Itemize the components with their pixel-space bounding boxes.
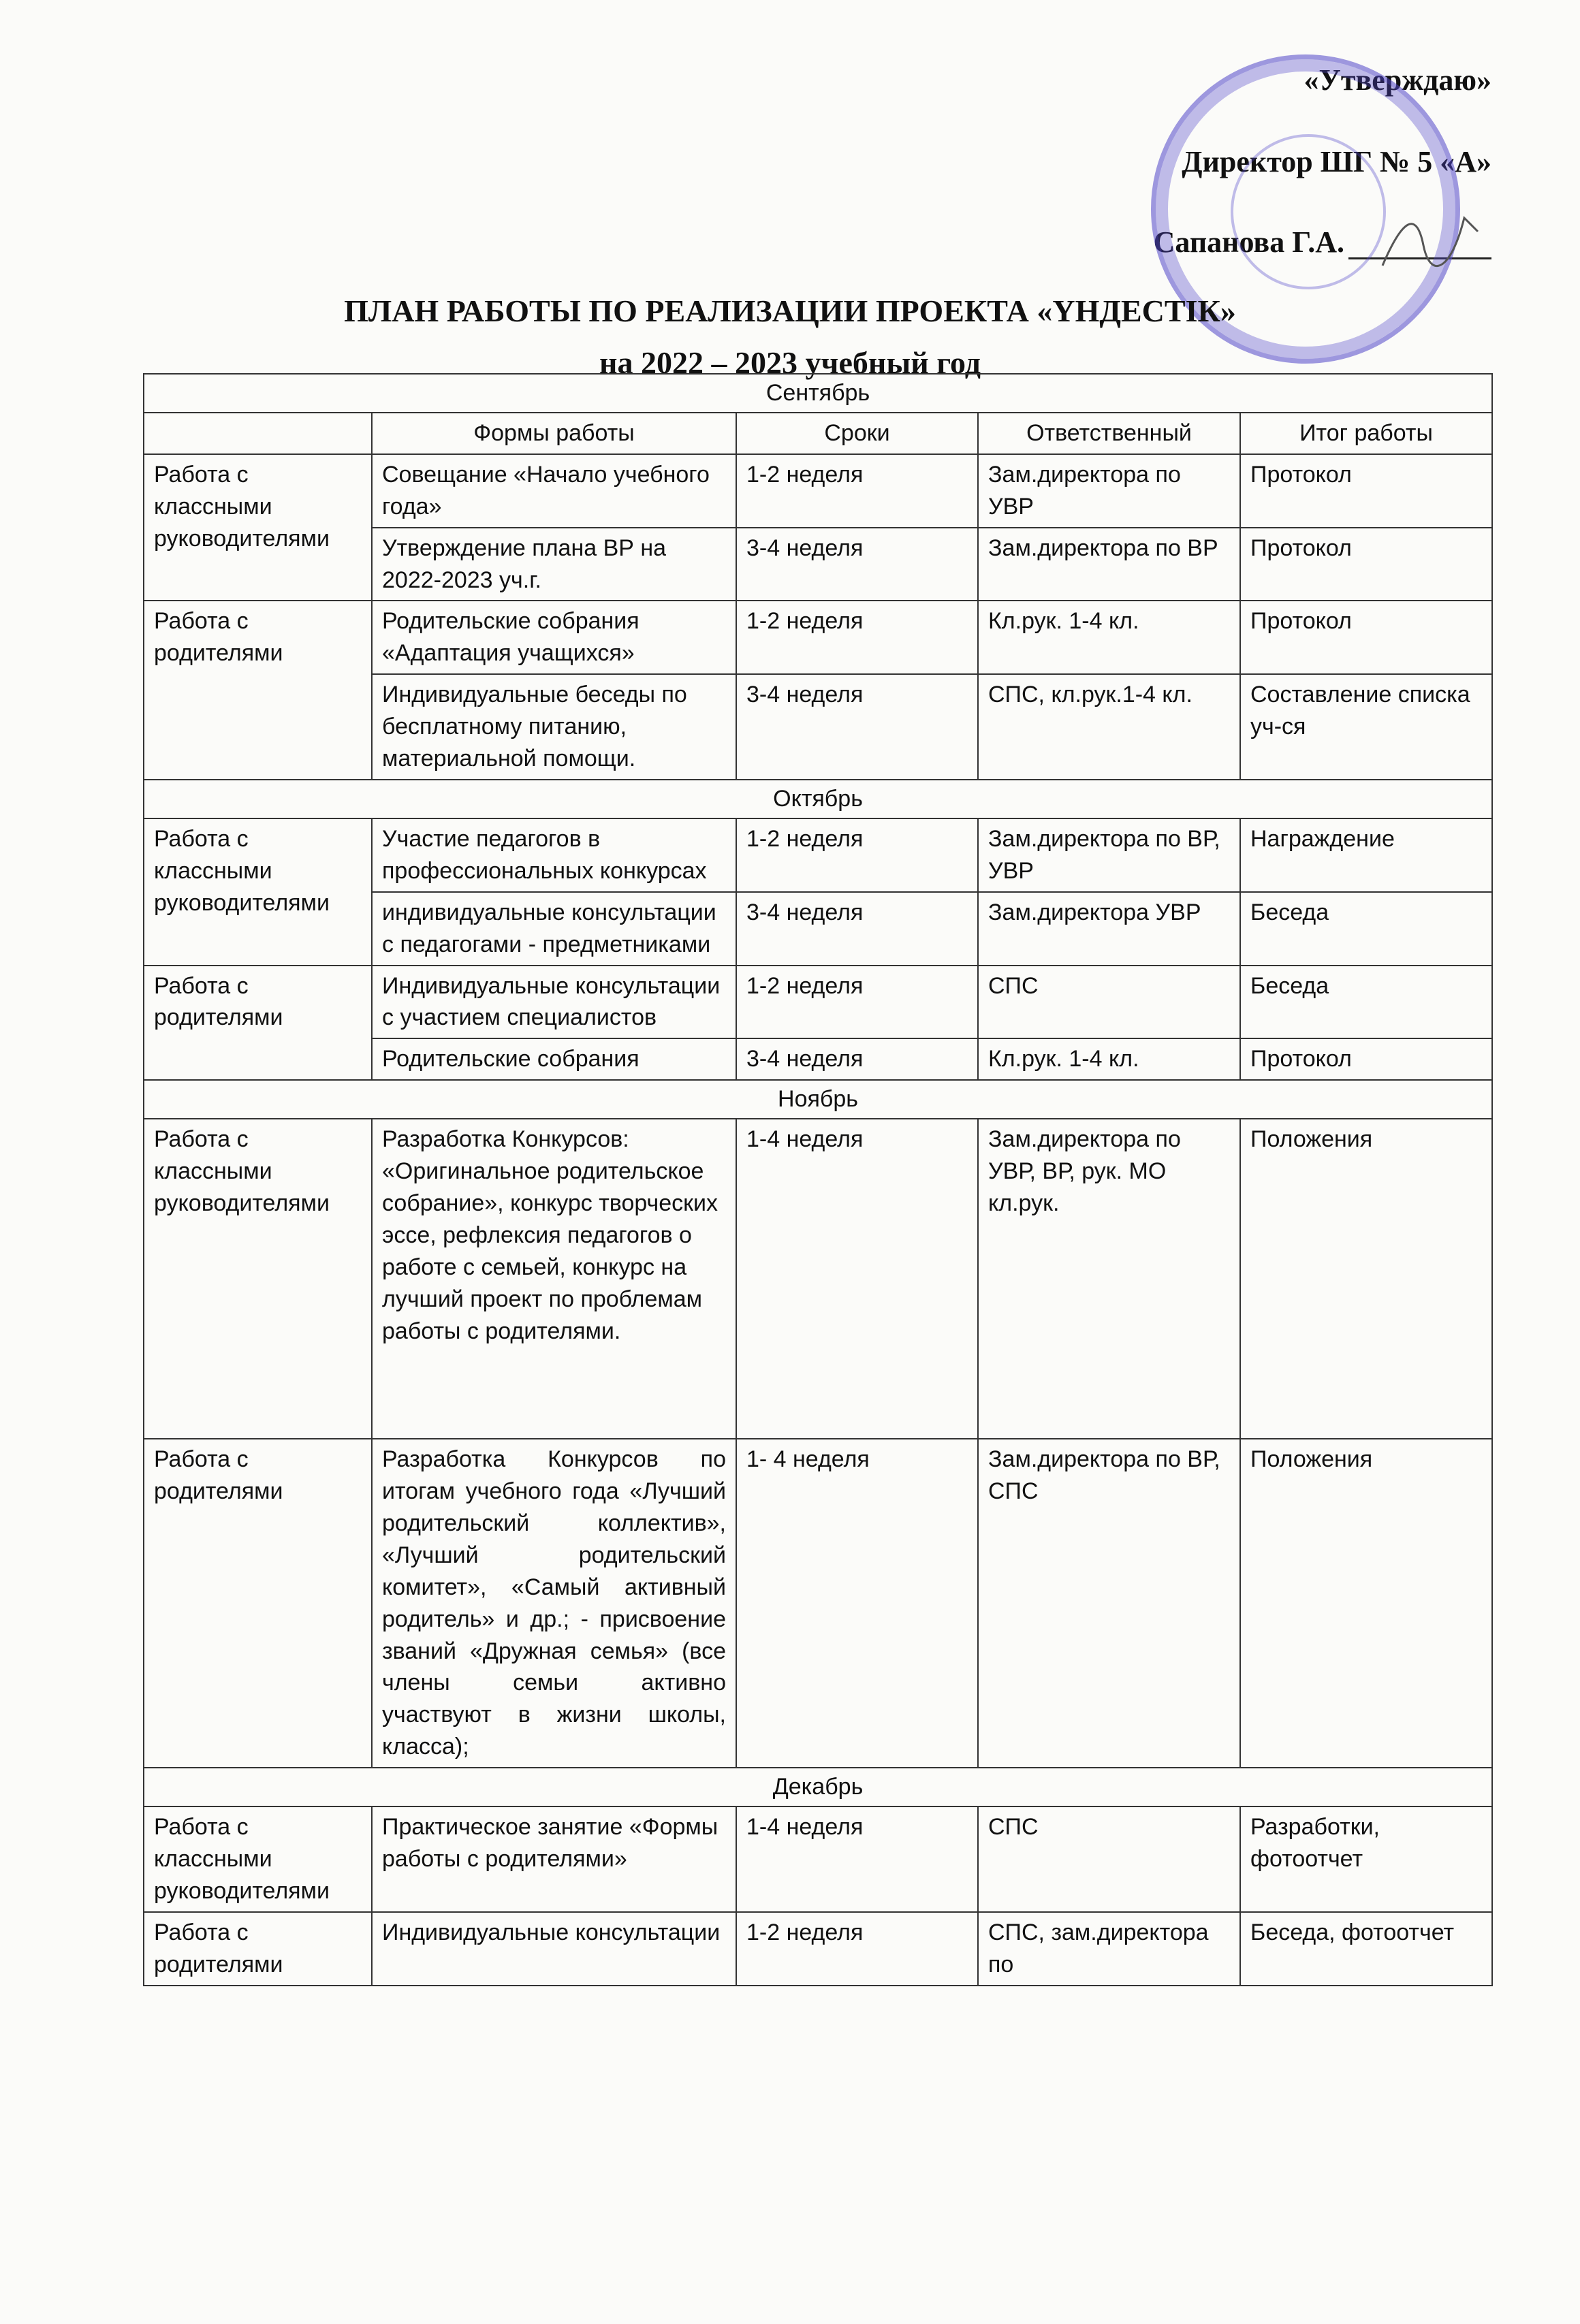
cell-term: 1-2 неделя <box>736 818 978 892</box>
group-cell: Работа с родителями <box>144 1439 372 1768</box>
cell-responsible: Зам.директора по ВР, СПС <box>978 1439 1240 1768</box>
header-cell: Итог работы <box>1240 413 1492 454</box>
cell-responsible: СПС, кл.рук.1-4 кл. <box>978 674 1240 780</box>
cell-responsible: Зам.директора по ВР <box>978 528 1240 601</box>
cell-form: Индивидуальные консультации с участием специалистов <box>372 966 736 1039</box>
cell-form: Практическое занятие «Формы работы с родителями» <box>372 1806 736 1912</box>
table-header-row <box>144 413 1492 454</box>
cell-form: Совещание «Начало учебного года» <box>372 454 736 528</box>
approval-line-2: Директор ШГ № 5 «А» <box>1182 145 1491 178</box>
cell-responsible: Зам.директора по ВР, УВР <box>978 818 1240 892</box>
cell-term: 1- 4 неделя <box>736 1439 978 1768</box>
cell-form: Разработка Конкурсов: «Оригинальное родительское собрание», конкурс творческих эссе, рефлексия педагогов о работе с семьей, конкурс на лучший проект по проблемам работы с родителями. <box>372 1119 736 1439</box>
group-cell: Работа с классными руководителями <box>144 1119 372 1439</box>
table-row <box>144 601 1492 674</box>
cell-responsible: СПС, зам.директора по <box>978 1912 1240 1986</box>
cell-term: 3-4 неделя <box>736 1038 978 1080</box>
header-cell: Сроки <box>736 413 978 454</box>
table-row <box>144 1806 1492 1912</box>
cell-result: Составление списка уч-ся <box>1240 674 1492 780</box>
signature-icon <box>1376 204 1485 279</box>
cell-term: 3-4 неделя <box>736 674 978 780</box>
cell-result: Положения <box>1240 1439 1492 1768</box>
cell-term: 3-4 неделя <box>736 528 978 601</box>
cell-responsible: Зам.директора по УВР <box>978 454 1240 528</box>
table-row <box>144 1912 1492 1986</box>
cell-form: индивидуальные консультации с педагогами - предметниками <box>372 892 736 966</box>
cell-result: Протокол <box>1240 528 1492 601</box>
cell-form: Разработка Конкурсов по итогам учебного года «Лучший родительский коллектив», «Лучший родительский комитет», «Самый активный родитель» и др.; - присвоение званий «Дружная семья» (все члены семьи активно участвуют в жизни школы, класса); <box>372 1439 736 1768</box>
group-cell: Работа с классными руководителями <box>144 454 372 601</box>
cell-responsible: Кл.рук. 1-4 кл. <box>978 601 1240 674</box>
cell-result: Протокол <box>1240 601 1492 674</box>
cell-term: 1-4 неделя <box>736 1806 978 1912</box>
cell-form: Родительские собрания «Адаптация учащихся» <box>372 601 736 674</box>
cell-term: 1-2 неделя <box>736 454 978 528</box>
cell-responsible: СПС <box>978 1806 1240 1912</box>
cell-result: Беседа <box>1240 966 1492 1039</box>
group-cell: Работа с родителями <box>144 601 372 780</box>
approval-line-1: «Утверждаю» <box>1304 63 1491 97</box>
cell-result: Протокол <box>1240 454 1492 528</box>
cell-term: 1-4 неделя <box>736 1119 978 1439</box>
cell-responsible: Зам.директора по УВР, ВР, рук. МО кл.рук. <box>978 1119 1240 1439</box>
group-cell: Работа с родителями <box>144 1912 372 1986</box>
cell-form: Родительские собрания <box>372 1038 736 1080</box>
table-row <box>144 966 1492 1039</box>
cell-responsible: СПС <box>978 966 1240 1039</box>
month-september: Сентябрь <box>144 374 1492 413</box>
cell-responsible: Зам.директора УВР <box>978 892 1240 966</box>
cell-form: Индивидуальные беседы по бесплатному питанию, материальной помощи. <box>372 674 736 780</box>
group-cell: Работа с классными руководителями <box>144 1806 372 1912</box>
table-row <box>144 818 1492 892</box>
plan-table <box>143 373 1493 1986</box>
table-row <box>144 1119 1492 1439</box>
month-november: Ноябрь <box>144 1080 1492 1119</box>
table-row <box>144 454 1492 528</box>
cell-result: Положения <box>1240 1119 1492 1439</box>
cell-result: Беседа, фотоотчет <box>1240 1912 1492 1986</box>
cell-form: Участие педагогов в профессиональных конкурсах <box>372 818 736 892</box>
group-cell: Работа с классными руководителями <box>144 818 372 966</box>
page-subtitle: на 2022 – 2023 учебный год <box>599 345 981 380</box>
cell-result: Награждение <box>1240 818 1492 892</box>
cell-result: Беседа <box>1240 892 1492 966</box>
cell-responsible: Кл.рук. 1-4 кл. <box>978 1038 1240 1080</box>
cell-form: Индивидуальные консультации <box>372 1912 736 1986</box>
cell-term: 3-4 неделя <box>736 892 978 966</box>
cell-result: Протокол <box>1240 1038 1492 1080</box>
cell-form: Утверждение плана ВР на 2022-2023 уч.г. <box>372 528 736 601</box>
cell-term: 1-2 неделя <box>736 601 978 674</box>
page-title: ПЛАН РАБОТЫ ПО РЕАЛИЗАЦИИ ПРОЕКТА «ҮНДЕСТІК» <box>344 293 1236 328</box>
cell-term: 1-2 неделя <box>736 1912 978 1986</box>
month-october: Октябрь <box>144 780 1492 818</box>
header-cell: Формы работы <box>372 413 736 454</box>
header-cell: Ответственный <box>978 413 1240 454</box>
cell-term: 1-2 неделя <box>736 966 978 1039</box>
header-cell <box>144 413 372 454</box>
group-cell: Работа с родителями <box>144 966 372 1081</box>
director-name: Сапанова Г.А. <box>1153 225 1344 259</box>
table-row <box>144 1439 1492 1768</box>
cell-result: Разработки, фотоотчет <box>1240 1806 1492 1912</box>
month-december: Декабрь <box>144 1768 1492 1806</box>
